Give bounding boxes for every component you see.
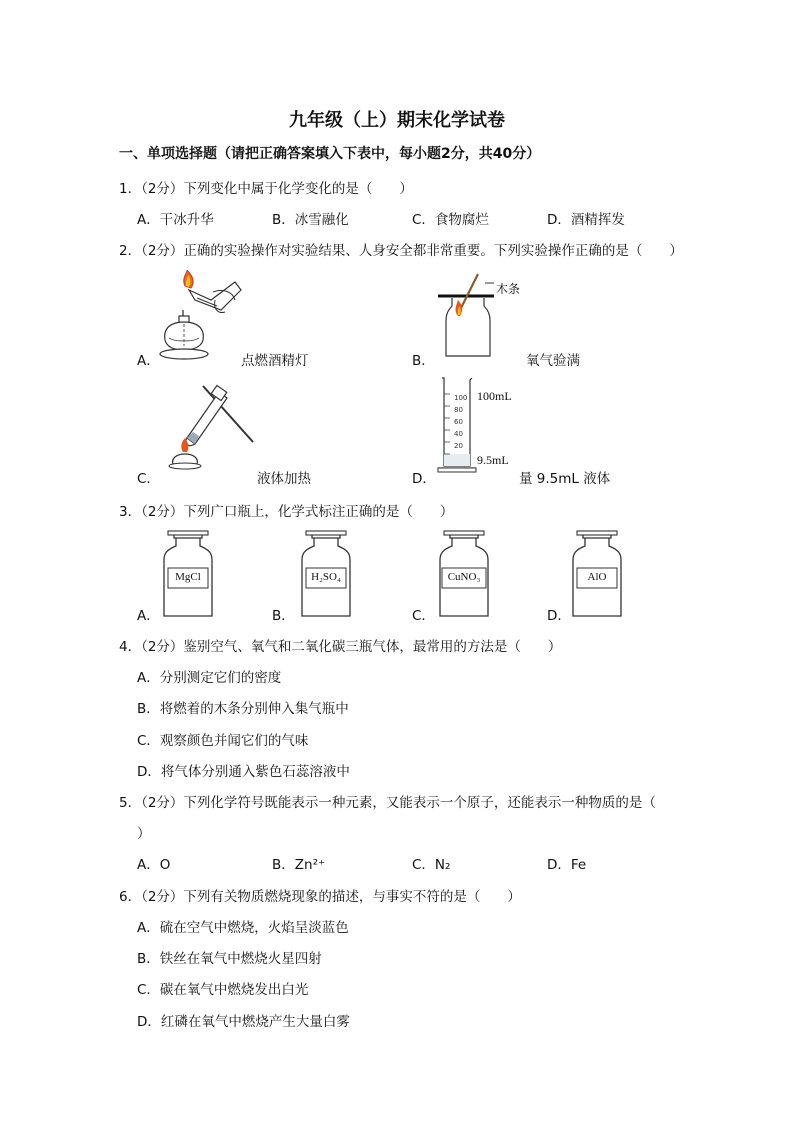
question-2-option-c-caption: 液体加热 bbox=[257, 471, 311, 487]
wood-stick-label: 木条 bbox=[496, 282, 521, 296]
question-3-option-d-letter: D． bbox=[547, 608, 571, 624]
question-1-option-c: C．食物腐烂 bbox=[412, 212, 489, 228]
question-2-option-c-letter: C． bbox=[137, 471, 160, 487]
question-2-stem: 2．（2分）正确的实验操作对实验结果、人身安全都非常重要。下列实验操作正确的是（ ） bbox=[119, 243, 683, 259]
page-title: 九年级（上）期末化学试卷 bbox=[289, 110, 505, 131]
question-3-option-a-letter: A． bbox=[137, 608, 160, 624]
question-4-option-c: C．观察颜色并闻它们的气味 bbox=[137, 733, 309, 749]
bottle-c-formula: CuNO₃ bbox=[447, 571, 481, 583]
question-1-stem: 1．（2分）下列变化中属于化学变化的是（ ） bbox=[119, 181, 413, 197]
heating-liquid-figure bbox=[163, 378, 258, 470]
question-1-option-d: D．酒精挥发 bbox=[547, 212, 625, 228]
question-6-option-b: B．铁丝在氧气中燃烧火星四射 bbox=[137, 951, 322, 967]
question-6-option-d: D．红磷在氧气中燃烧产生大量白雾 bbox=[137, 1014, 350, 1030]
bottle-b-formula: H₂SO₄ bbox=[311, 571, 341, 583]
question-2-option-d-letter: D． bbox=[412, 471, 436, 487]
bottle-d-formula: AlO bbox=[587, 571, 607, 583]
question-6-option-c: C．碳在氧气中燃烧发出白光 bbox=[137, 982, 309, 998]
question-2-option-b-letter: B． bbox=[412, 353, 435, 369]
question-5-option-d: D．Fe bbox=[547, 857, 587, 873]
question-5-option-c: C．N₂ bbox=[412, 857, 451, 873]
question-5-stem-continued: ） bbox=[137, 826, 151, 842]
question-2-option-b-caption: 氧气验满 bbox=[526, 353, 580, 369]
question-5-option-a: A．O bbox=[137, 857, 171, 873]
cylinder-tick-labels bbox=[454, 392, 467, 452]
cylinder-tick-80: 80 bbox=[454, 406, 463, 414]
cylinder-tick-100: 100 bbox=[454, 394, 468, 402]
question-1-option-a: A．干冰升华 bbox=[137, 212, 214, 228]
section-heading: 一、单项选择题（请把正确答案填入下表中，每小题2分，共40分） bbox=[119, 146, 541, 162]
question-6-stem: 6．（2分）下列有关物质燃烧现象的描述，与事实不符的是（ ） bbox=[119, 889, 521, 905]
question-6-option-a: A．硫在空气中燃烧，火焰呈淡蓝色 bbox=[137, 920, 349, 936]
cylinder-tick-20: 20 bbox=[454, 442, 463, 450]
question-2-option-a-letter: A． bbox=[137, 353, 160, 369]
question-1-option-b: B．冰雪融化 bbox=[272, 212, 349, 228]
cylinder-tick-60: 60 bbox=[454, 418, 463, 426]
question-4-option-b: B．将燃着的木条分别伸入集气瓶中 bbox=[137, 701, 349, 717]
question-3-option-c-letter: C． bbox=[412, 608, 435, 624]
question-2-option-d-caption: 量 9.5mL 液体 bbox=[519, 471, 611, 487]
question-3-stem: 3．（2分）下列广口瓶上，化学式标注正确的是（ ） bbox=[119, 504, 454, 520]
question-5-stem: 5．（2分）下列化学符号既能表示一种元素，又能表示一个原子，还能表示一种物质的是（ bbox=[119, 795, 656, 811]
cylinder-top-label: 100mL bbox=[477, 389, 512, 403]
question-4-stem: 4．（2分）鉴别空气、氧气和二氧化碳三瓶气体，最常用的方法是（ ） bbox=[119, 639, 562, 655]
cylinder-bottom-label: 9.5mL bbox=[477, 453, 509, 467]
alcohol-lamp-lighting-figure bbox=[155, 270, 245, 362]
question-5-option-b: B．Zn²⁺ bbox=[272, 857, 326, 873]
question-4-option-d: D．将气体分别通入紫色石蕊溶液中 bbox=[137, 764, 350, 780]
bottle-a-formula: MgCl bbox=[175, 571, 201, 583]
cylinder-tick-40: 40 bbox=[454, 430, 463, 438]
question-3-option-b-letter: B． bbox=[272, 608, 295, 624]
question-4-option-a: A．分别测定它们的密度 bbox=[137, 670, 282, 686]
question-2-option-a-caption: 点燃酒精灯 bbox=[241, 353, 309, 369]
